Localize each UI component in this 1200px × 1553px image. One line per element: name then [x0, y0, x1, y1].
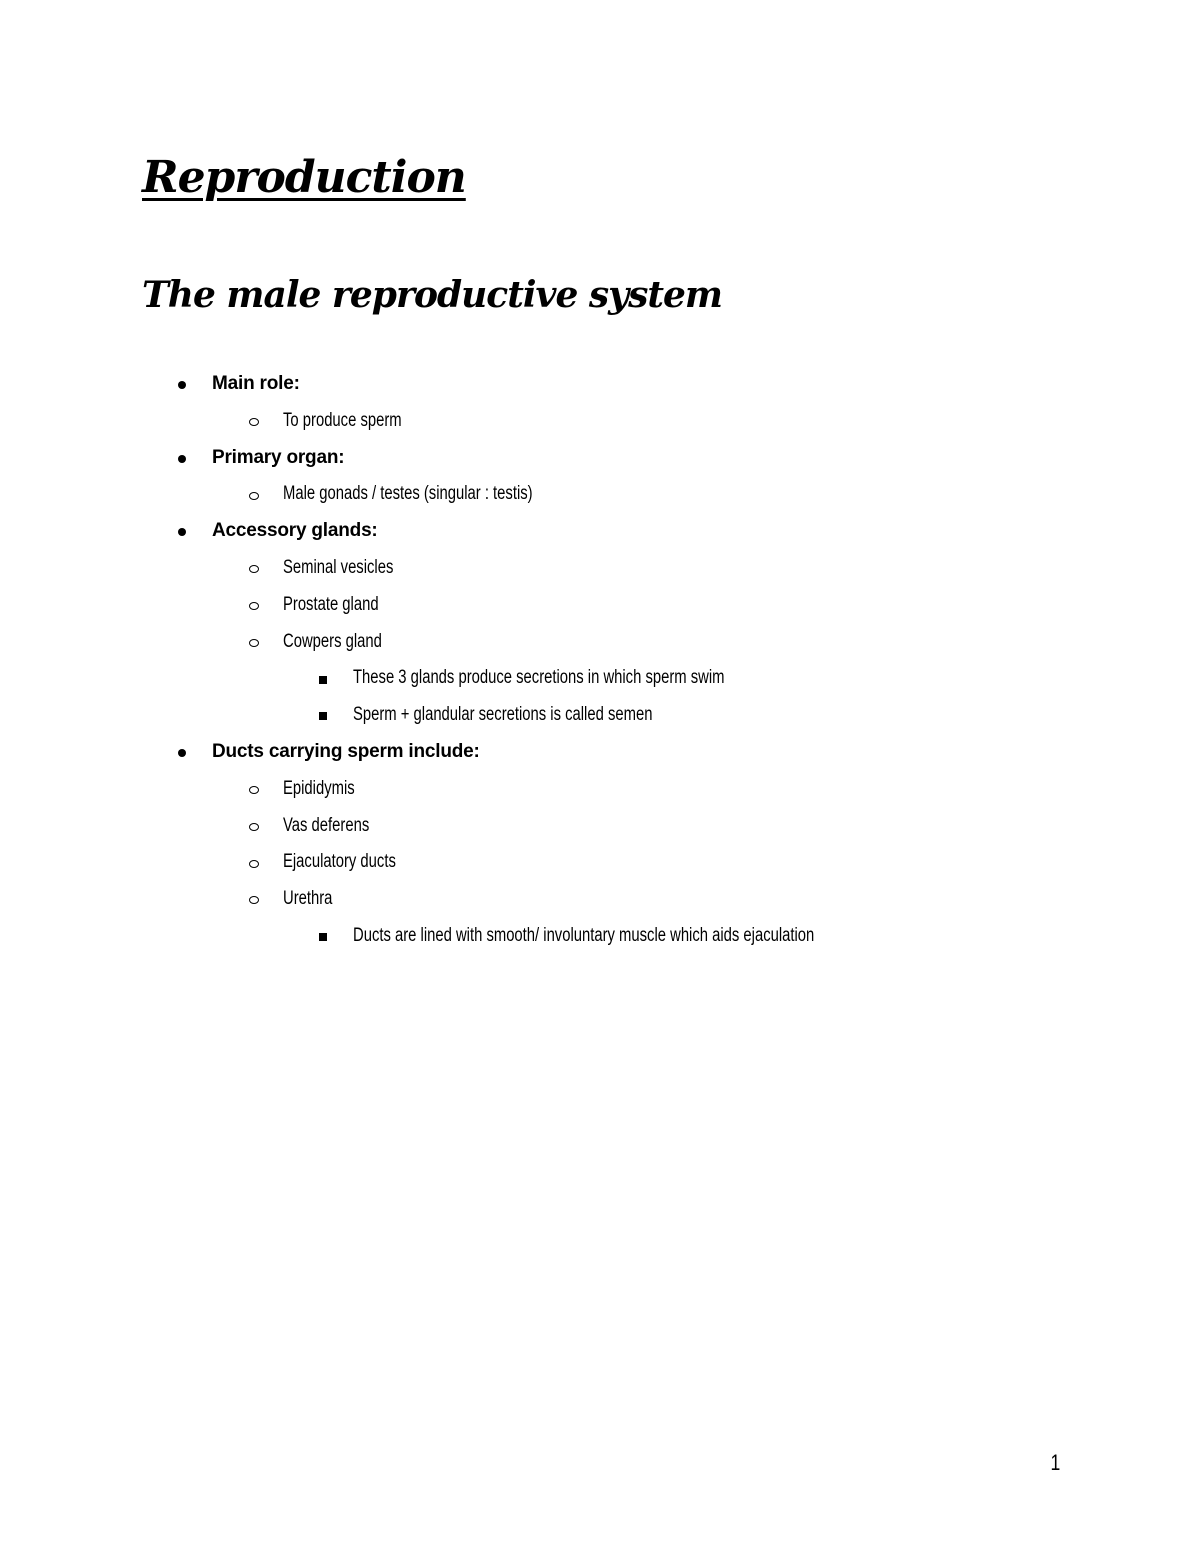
document-title: Reproduction [142, 152, 466, 203]
list-item-label: Primary organ: [212, 446, 345, 468]
list-item-label: Male gonads / testes (singular : testis) [283, 483, 533, 505]
hollow-circle-bullet-icon [244, 403, 264, 440]
list-item [0, 476, 1200, 513]
list-item-label: To produce sperm [283, 409, 402, 431]
filled-dot-bullet-icon [172, 734, 192, 771]
list-item-label: Seminal vesicles [283, 556, 394, 578]
list-item-label: Accessory glands: [212, 520, 378, 542]
hollow-circle-bullet-icon [244, 844, 264, 881]
list-item-accessory-glands [0, 513, 1200, 550]
page-number: 1 [1050, 1450, 1060, 1475]
list-item-primary-organ [0, 440, 1200, 477]
list-item [0, 918, 1200, 955]
filled-dot-bullet-icon [172, 366, 192, 403]
section-heading: The male reproductive system [142, 274, 722, 316]
list-item-ducts [0, 734, 1200, 771]
square-bullet-icon [313, 697, 333, 734]
list-item-label: Ducts are lined with smooth/ involuntary muscle which aids ejaculation [353, 924, 815, 946]
list-item [0, 587, 1200, 624]
square-bullet-icon [313, 660, 333, 697]
list-item [0, 403, 1200, 440]
list-item-label: Urethra [283, 888, 333, 910]
list-item [0, 844, 1200, 881]
list-item-label: Main role: [212, 373, 300, 394]
filled-dot-bullet-icon [172, 513, 192, 550]
list-item [0, 660, 1200, 697]
list-item-label: Cowpers gland [283, 630, 382, 652]
list-item-label: Prostate gland [283, 593, 379, 615]
hollow-circle-bullet-icon [244, 476, 264, 513]
list-item [0, 771, 1200, 808]
list-item-label: Sperm + glandular secretions is called semen [353, 704, 653, 726]
hollow-circle-bullet-icon [244, 881, 264, 918]
bullet-outline [0, 366, 1200, 955]
list-item-label: These 3 glands produce secretions in which sperm swim [353, 667, 725, 689]
square-bullet-icon [313, 918, 333, 955]
hollow-circle-bullet-icon [244, 624, 264, 661]
list-item-label: Epididymis [283, 777, 355, 799]
hollow-circle-bullet-icon [244, 587, 264, 624]
hollow-circle-bullet-icon [244, 808, 264, 845]
list-item [0, 881, 1200, 918]
list-item [0, 624, 1200, 661]
hollow-circle-bullet-icon [244, 771, 264, 808]
list-item-main-role [0, 366, 1200, 403]
list-item-label: Ejaculatory ducts [283, 851, 396, 873]
list-item-label: Ducts carrying sperm include: [212, 740, 480, 762]
hollow-circle-bullet-icon [244, 550, 264, 587]
list-item [0, 697, 1200, 734]
filled-dot-bullet-icon [172, 440, 192, 477]
list-item-label: Vas deferens [283, 814, 370, 836]
list-item [0, 808, 1200, 845]
list-item [0, 550, 1200, 587]
